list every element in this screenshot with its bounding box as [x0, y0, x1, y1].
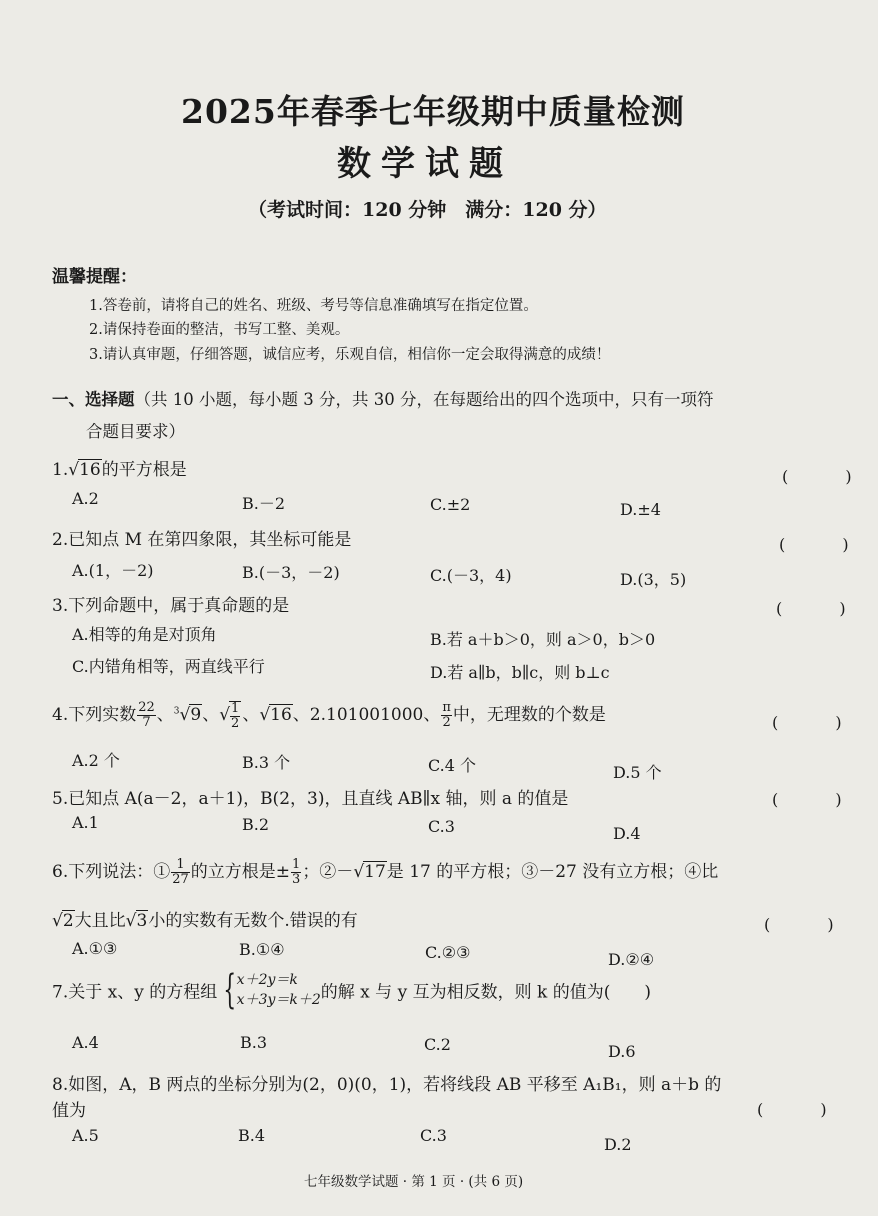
q4-sep2: 、: [202, 705, 220, 725]
q8-option-c[interactable]: C.3: [420, 1126, 447, 1145]
q4-prefix: 4.下列实数: [52, 705, 137, 725]
q7-prefix: 7.关于 x、y 的方程组: [52, 982, 218, 1003]
sqrt-sign: √: [68, 460, 80, 480]
q7-option-d[interactable]: D.6: [608, 1042, 636, 1061]
q6-radicand-3: 3: [136, 911, 148, 931]
q6-frac-num: 1: [171, 858, 190, 873]
q4-frac1-den: 7: [142, 715, 151, 730]
q7-option-c[interactable]: C.2: [424, 1035, 451, 1054]
q6-radicand-17: 17: [364, 862, 386, 882]
q5-option-b[interactable]: B.2: [242, 815, 270, 834]
question-6-line-2: [52, 906, 358, 931]
question-7: [52, 967, 651, 1013]
equation-system: [237, 970, 321, 1010]
q4-suffix: 中，无理数的个数是: [452, 705, 606, 725]
q4-sep4: 、2.101001000、: [292, 705, 441, 725]
reminder-item-2: 2.请保持卷面的整洁，书写工整、美观。: [89, 322, 350, 338]
q4-frac3-den: 2: [442, 715, 451, 730]
page-footer: 七年级数学试题 · 第 1 页 · (共 6 页): [304, 1174, 524, 1190]
q7-option-b[interactable]: B.3: [240, 1033, 268, 1052]
q4-fraction-22-7: [137, 701, 156, 730]
q4-frac2-den: 2: [231, 715, 240, 731]
question-4: [52, 700, 606, 731]
q6-frac-den: 27: [172, 872, 189, 887]
q6-option-a[interactable]: A.①③: [72, 939, 118, 958]
reminder-heading: 温馨提醒：: [52, 267, 137, 287]
q2-option-d[interactable]: D.(3，5): [620, 570, 687, 589]
q4-option-c[interactable]: C.4 个: [428, 756, 477, 775]
q2-option-b[interactable]: B.(－3，－2): [242, 563, 340, 582]
q6-l1-b: 的立方根是±: [190, 862, 291, 882]
q1-option-a[interactable]: A.2: [72, 489, 99, 508]
q4-sep3: 、: [242, 705, 260, 725]
exam-subject: 数学试题: [337, 144, 513, 184]
sqrt-sign: √: [353, 862, 365, 882]
q6-option-b[interactable]: B.①④: [239, 940, 285, 959]
q1-radicand: 16: [79, 460, 101, 480]
answer-paren-3[interactable]: ( ): [776, 599, 872, 618]
q6-l2-a: 大且比: [74, 911, 126, 931]
exam-title: 2025年春季七年级期中质量检测: [181, 92, 685, 131]
q6-frac2-den: 3: [292, 872, 301, 887]
cbrt-sign: √: [179, 705, 191, 725]
question-1: [52, 455, 187, 480]
q2-option-a[interactable]: A.(1，－2): [72, 561, 154, 580]
answer-paren-5[interactable]: ( ): [772, 790, 868, 809]
q4-cbrt-radicand: 9: [190, 705, 202, 725]
section-heading: [52, 386, 713, 410]
q5-option-a[interactable]: A.1: [72, 813, 99, 832]
q6-l1-c: ；②－: [302, 862, 354, 882]
q3-option-c[interactable]: C.内错角相等，两直线平行: [72, 657, 265, 676]
q6-option-d[interactable]: D.②④: [608, 950, 655, 969]
reminder-item-3: 3.请认真审题，仔细答题，诚信应考，乐观自信，相信你一定会取得满意的成绩！: [89, 347, 611, 363]
q7-suffix: 的解 x 与 y 互为相反数，则 k 的值为( ): [320, 982, 651, 1003]
q1-prefix: 1.: [52, 460, 69, 480]
q4-cbrt-index: 3: [173, 706, 180, 717]
q4-sqrt-radicand: 16: [270, 705, 292, 725]
q6-fraction-1-27: [171, 858, 190, 887]
q4-sqrt-half: [229, 701, 241, 731]
question-5: 5.已知点 A(a－2，a＋1)，B(2，3)，且直线 AB∥x 轴，则 a 的值是: [52, 789, 569, 809]
answer-paren-1[interactable]: ( ): [782, 467, 878, 486]
q4-fraction-pi-2: [441, 701, 452, 730]
question-8-line-2: 值为: [52, 1101, 86, 1121]
q3-option-d[interactable]: D.若 a∥b，b∥c，则 b⊥c: [430, 663, 610, 682]
question-6-line-1: [52, 857, 718, 887]
q6-l2-b: 小的实数有无数个.错误的有: [148, 911, 358, 931]
q5-option-d[interactable]: D.4: [613, 824, 641, 843]
question-3: 3.下列命题中，属于真命题的是: [52, 596, 290, 616]
answer-paren-4[interactable]: ( ): [772, 713, 868, 732]
q2-option-c[interactable]: C.(－3，4): [430, 566, 512, 585]
answer-paren-6[interactable]: ( ): [764, 915, 860, 934]
question-8-line-1: 8.如图，A，B 两点的坐标分别为(2，0)(0，1)，若将线段 AB 平移至 A₁B₁，则 a＋b 的: [52, 1075, 722, 1095]
q6-l1-a: 6.下列说法：①: [52, 862, 171, 882]
question-2: 2.已知点 M 在第四象限，其坐标可能是: [52, 530, 352, 550]
q3-option-a[interactable]: A.相等的角是对顶角: [72, 625, 217, 644]
q7-eq1: x＋2y＝k: [236, 972, 298, 988]
section-desc-line2: 合题目要求）: [86, 422, 185, 441]
sqrt-sign: √: [125, 911, 137, 931]
q7-eq2: x＋3y＝k＋2: [236, 992, 321, 1008]
answer-paren-8[interactable]: ( ): [757, 1100, 853, 1119]
q4-option-d[interactable]: D.5 个: [613, 763, 662, 782]
exam-info: （考试时间：120 分钟 满分：120 分）: [248, 199, 607, 221]
q1-option-b[interactable]: B.－2: [242, 494, 286, 513]
sqrt-sign: √: [259, 705, 271, 725]
q1-option-d[interactable]: D.±4: [620, 500, 661, 519]
q6-radicand-2: 2: [62, 911, 74, 931]
q6-l1-d: 是 17 的平方根；③－27 没有立方根；④比: [386, 862, 719, 882]
q8-option-d[interactable]: D.2: [604, 1135, 632, 1154]
q6-frac2-num: 1: [292, 857, 301, 872]
q5-option-c[interactable]: C.3: [428, 817, 455, 836]
q6-fraction-1-3: [291, 858, 301, 887]
section-title: 一、选择题: [52, 390, 135, 409]
reminder-item-1: 1.答卷前，请将自己的姓名、班级、考号等信息准确填写在指定位置。: [89, 298, 538, 314]
equation-brace: {: [223, 967, 237, 1013]
sqrt-sign: √: [52, 911, 63, 931]
q1-text: 的平方根是: [101, 460, 187, 480]
q4-option-b[interactable]: B.3 个: [242, 753, 291, 772]
q7-option-a[interactable]: A.4: [72, 1033, 99, 1052]
answer-paren-2[interactable]: ( ): [779, 535, 875, 554]
q8-option-a[interactable]: A.5: [72, 1126, 99, 1145]
q4-frac3-num: π: [442, 700, 451, 715]
q4-option-a[interactable]: A.2 个: [72, 751, 120, 770]
q4-frac2-num: 1: [231, 700, 240, 716]
q6-option-c[interactable]: C.②③: [425, 943, 471, 962]
q3-option-b[interactable]: B.若 a＋b＞0，则 a＞0，b＞0: [430, 630, 656, 649]
q8-option-b[interactable]: B.4: [238, 1126, 266, 1145]
q4-sep1: 、: [156, 705, 174, 725]
q4-frac1-num: 22: [138, 700, 155, 715]
sqrt-sign: √: [219, 705, 231, 725]
q1-option-c[interactable]: C.±2: [430, 495, 471, 514]
section-desc: （共 10 小题，每小题 3 分，共 30 分，在每题给出的四个选项中，只有一项符: [134, 390, 714, 409]
